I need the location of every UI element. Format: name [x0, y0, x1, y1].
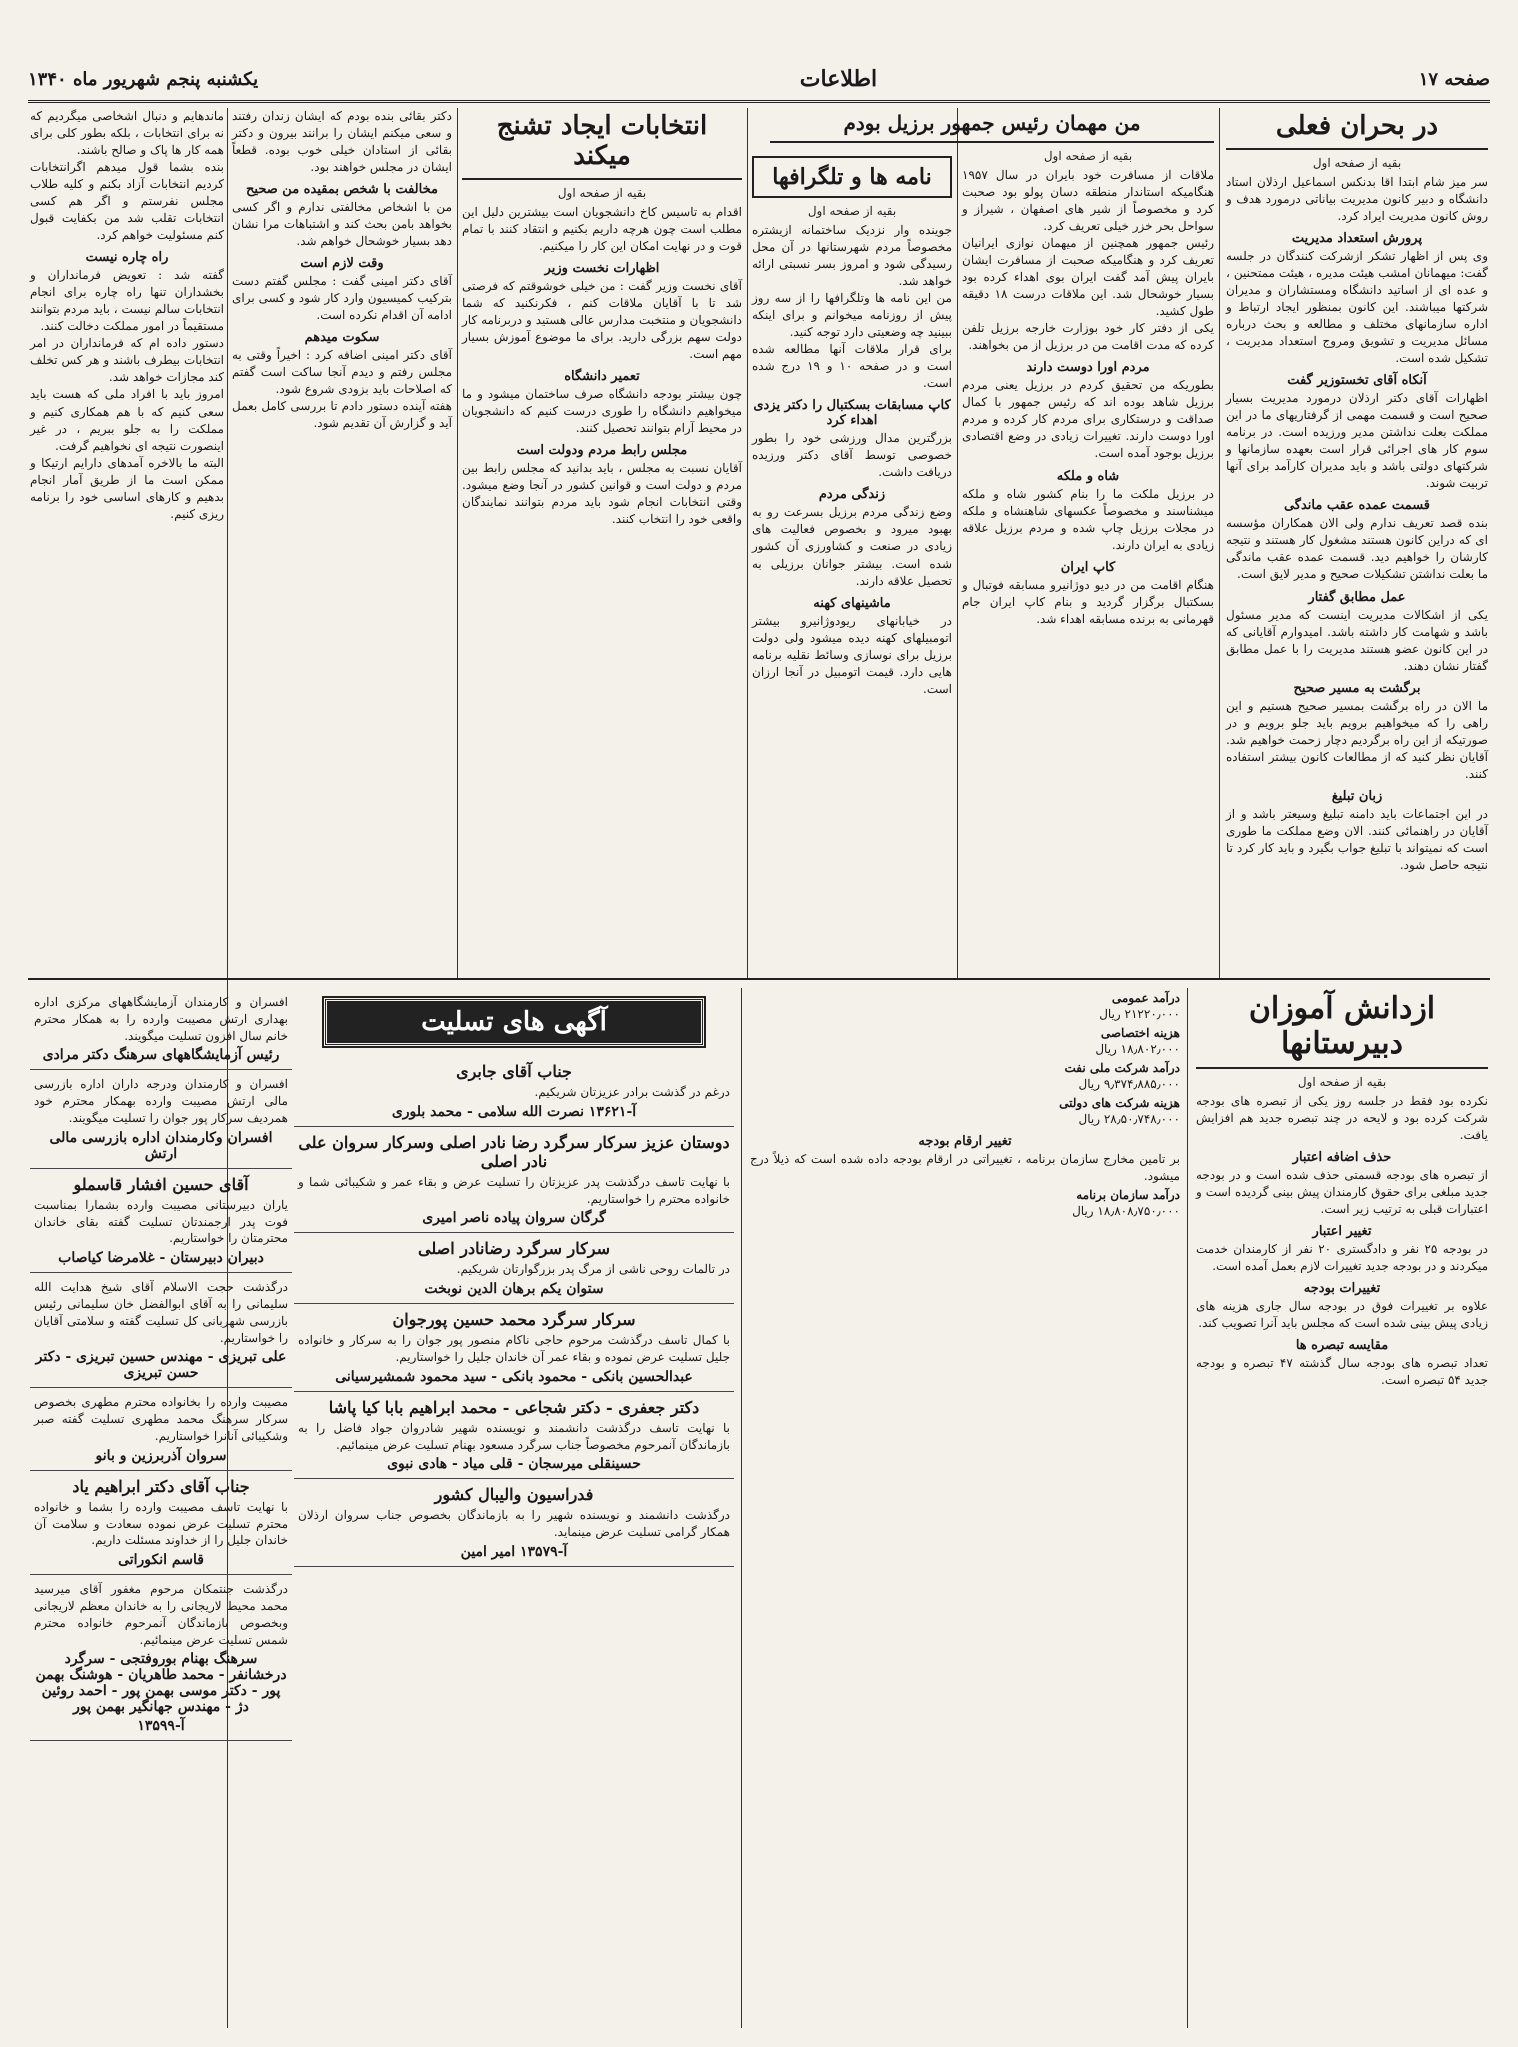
article-headline: من مهمان رئیس جمهور برزیل بودم	[770, 108, 1214, 143]
condolence-notice: جناب آقای دکتر ابراهیم یاد با نهایت تاسف مصیبت وارده را بشما و خانواده محترم تسلیت عرض نموده سعادت و سلامت آن خاندان جلیل را از خداوند مسئلت داریم. قاسم انکوراتی	[30, 1471, 292, 1575]
article-subhead: پرورش استعداد مدیریت	[1291, 230, 1423, 246]
article-subhead: تغییر اعتبار	[1312, 1224, 1372, 1240]
article-subhead: قسمت عمده عقب ماندگی	[1283, 498, 1431, 514]
article-subhead: زندگی مردم	[818, 487, 886, 503]
article-paragraph: ماندهایم و دنبال اشخاصی میگردیم که نه برای انتخابات ، بلکه بطور کلی برای همه کار ها پاک و صالح باشند.	[30, 109, 224, 158]
article-paragraph: یکی از دفتر کار خود بوزارت خارجه برزیل تلفن کرده که مدت اقامت من در برزیل از من بخواهند.	[962, 321, 1214, 353]
article-subhead: کاپ مسابقات بسکتبال را دکتر یزدی اهداء کرد	[753, 398, 951, 429]
article-paragraph: آقایان نسبت به مجلس ، باید بدانید که مجلس رابط بین مردم و دولت است و قوانین کشور در آنجا وضع میشود. وقتی انتخابات انجام شود باید مردم بتوانند نمایندگان واقعی خود را انتخاب کنند.	[462, 461, 742, 527]
article-paragraph: بنده بشما قول میدهم اگرانتخابات کردیم انتخابات آزاد بکنم و کلیه طلاب مجلس نفرستم و اگر هم کسی انتخابات تقلب شد من بکفایت قبول کنم مسئولیت خواهم کرد.	[30, 160, 224, 243]
article-subhead: حذف اضافه اعتبار	[1292, 1150, 1392, 1166]
article-subhead: کاپ ایران	[1060, 559, 1116, 575]
column-rule	[957, 108, 958, 978]
article-subhead: راه چاره نیست	[85, 250, 169, 266]
article-paragraph: در بودجه ۲۵ نفر و دادگستری ۲۰ نفر از کارمندان خدمت میکردند و در بودجه جدید تغییرات لازم بعمل آمده است.	[1196, 1242, 1488, 1274]
budget-value: ۱۸٫۸۰۸٫۷۵۰٫۰۰۰ ریال	[1072, 1204, 1180, 1219]
article-paragraph: نکرده بود فقط در جلسه روز یکی از تبصره های بودجه شرکت کرده بود و لایحه در چند تبصره جدید هم افزایش یافت.	[1196, 1094, 1488, 1143]
article-paragraph: دکتر بقائی بنده بودم که ایشان زندان رفتند و سعی میکنم ایشان را برانند بیرون و دکتر بقائی از استادان خیلی خوب بوده. قطعاً ایشان در مجلس خواهند بود.	[232, 109, 452, 175]
article-headline: نامه ها و تلگرافها	[752, 156, 952, 198]
article-paragraph: برای قرار ملاقات آنها مطالعه شده است و در صفحه ۱۰ و ۱۹ درج شده است.	[752, 342, 952, 391]
article-paragraph: من با اشخاص مخالفتی ندارم و اگر کسی بخواهد بامن بحث کند و اشتباهات مرا نشان دهد بسیار خوشحال خواهم شد.	[232, 200, 452, 249]
article-paragraph: هفته آینده دستور دادم تا بررسی کامل بعمل آید و گزارش آن تقدیم شود.	[232, 399, 452, 431]
budget-value: ۲۸٫۵۰٫۷۴۸٫۰۰۰ ریال	[1078, 1112, 1180, 1126]
column-rule	[1187, 988, 1188, 2028]
budget-value: ۲۱۲۲۰٫۰۰۰ ریال	[1099, 1007, 1180, 1021]
article-subhead: عمل مطابق گفتار	[1308, 589, 1406, 605]
article-letters	[752, 150, 952, 968]
budget-label: درآمد عمومی	[1111, 991, 1180, 1005]
column-rule	[1219, 108, 1220, 978]
budget-tables	[750, 988, 1180, 2028]
condolence-notice: دوستان عزیز سرکار سرگرد رضا نادر اصلی وسرکار سروان علی نادر اصلی با نهایت تاسف درگذشت پدر عزیزتان را تسلیت عرض و بقاء عمر و شکیبائی شما و خانواده محترم را خواستاریم. گرگان سروان پیاده ناصر امیری	[294, 1127, 734, 1234]
condolence-notice: دکتر جعفری - دکتر شجاعی - محمد ابراهیم بابا کیا پاشا با نهایت تاسف درگذشت دانشمند و نویسنده شهیر شادروان جواد فاضل را به بازماندگان آنمرحوم مخصوصاً جناب سرگرد مسعود بهنام تسلیت عرض مینمائیم. حسینقلی میرسجان - قلی میاد - هادی نبوی	[294, 1392, 734, 1480]
article-subhead: وقت لازم است	[300, 256, 384, 272]
article-paragraph: آقای دکتر امینی گفت : مجلس گفتم دست بترکیب کمیسیون وارد کار شود و کسی برای ادامه آن اقدام نکرده است.	[232, 274, 452, 323]
budget-value: ۹٫۳۷۴٫۸۸۵٫۰۰۰ ریال	[1078, 1077, 1180, 1091]
article-paragraph: البته ما بالاخره آمدهای دارایم ارتیکا و ممکن است ما از طریق آمار انجام بدهیم و کارهای اساسی خود را برنامه ریزی کنیم.	[30, 455, 224, 521]
budget-value: ۱۸٫۸۰۲٫۰۰۰ ریال	[1095, 1042, 1180, 1056]
condolence-notice: سرکار سرگرد محمد حسین پورجوان با کمال تاسف درگذشت مرحوم حاجی ناکام منصور پور جوان را به سرکار و خانواده جلیل تسلیت عرض نموده و بقاء عمر آن خاندان جلیل را خواستاریم. عبدالحسین بانکی - محمود بانکی - سید محمود شمشیرسیانی	[294, 1304, 734, 1392]
budget-label: درآمد سازمان برنامه	[1076, 1188, 1180, 1203]
article-elections-end	[30, 108, 224, 968]
article-paragraph: آقای نخست وزیر گفت : من خیلی خوشوقتم که فرصتی شد تا با آقایان ملاقات کنم ، فکرنکنید که شما دانشجویان و منتخبت مدارس عالی هستید و دربرنامه کار دولت سهم بزرگی دارید. برای ما موضوع آموزش بسیار مهم است.	[462, 278, 742, 361]
article-subhead: تعمیر دانشگاه	[564, 369, 640, 385]
article-paragraph: بزرگترین مدال ورزشی خود را بطور خصوصی توسط آقای دکتر ورزیده دریافت داشت.	[752, 431, 952, 480]
article-elections	[462, 108, 742, 968]
condolence-notice: فدراسیون والیبال کشور درگذشت دانشمند و نویسنده شهیر را به بازماندگان بخصوص جناب سروان ارذلان همکار گرامی تسلیت عرض مینماید. آ-۱۳۵۷۹ امیر امین	[294, 1479, 734, 1567]
article-paragraph: بنده قصد تعریف ندارم ولی الان همکاران مؤسسه ای که دراین کانون هستند مشغول کار هستند و نتیجه کارشان را خواهیم دید. قسمت عمده عقب ماندگی ما بعلت نداشتن تشکیلات صحیح و مدیر لایق است.	[1226, 516, 1488, 582]
article-paragraph: وی پس از اظهار تشکر ازشرکت کنندگان در جلسه گفت: میهمانان امشب هیئت مدیره ، هیئت ممتحنین ، و عده ای از اساتید دانشگاه ومستشاران و مدیران شرکتها میباشند. این کانون بمنظور ایجاد ارتباط و اداره سازمانهای مختلف و مطالعه و بحث درباره مسائل مدیریت و تشویق ومروج استعداد مدیریت ، تشکیل شده است.	[1226, 248, 1488, 366]
article-subhead: ماشینهای کهنه	[813, 595, 891, 611]
article-paragraph: گفته شد : تعویض فرمانداران و بخشداران تنها راه چاره برای انجام انتخابات سالم نیست ، باید مردم بتوانند مستقیماً در امور مملکت دخالت کنند.	[30, 268, 224, 334]
article-paragraph: اقدام به تاسیس کاخ دانشجویان است بیشترین دلیل این مطلب است چون هرچه داریم بکنیم و انتقاد کنند با تمام قوت و در نهایت امکان این کار را میکنیم.	[462, 204, 742, 253]
article-subhead: اظهارات نخست وزیر	[544, 260, 660, 276]
article-paragraph: ملاقات از مسافرت خود بایران در سال ۱۹۵۷ هنگامیکه استاندار منطقه دسان پولو بود صحبت کرد و مخصوصاً از شیر های اصفهان ، شیراز و سواحل بحر خزر خیلی تعریف کرد.	[962, 168, 1214, 234]
article-headline: ازدانش آموزان دبیرستانها	[1196, 988, 1488, 1069]
budget-label: هزینه شرکت های دولتی	[1059, 1096, 1180, 1110]
column-rule	[741, 988, 742, 2028]
article-paragraph: بطوریکه من تحقیق کردم در برزیل یعنی مردم برزیل شاهد بوده اند که رئیس جمهور با کمال صداقت و درستکاری برای مردم کار کرده و مردم اورا دوست دارند. تغییرات زیادی در وضع اقتصادی برزیل بوجود آمده است.	[962, 378, 1214, 461]
article-subhead: تغییرات بودجه	[1303, 1281, 1381, 1297]
article-paragraph: وضع زندگی مردم برزیل بسرعت رو به بهبود میرود و بخصوص فعالیت های زیادی در صنعت و کشاورزی آن کشور شده است. بیشتر جوانان برزیلی به تحصیل علاقه دارند.	[752, 505, 952, 588]
article-paragraph: در خیابانهای ریودوژانیرو بیشتر اتومبیلهای کهنه دیده میشود ولی دولت برزیل برای نوسازی وسائط نقلیه برنامه هایی دارد. قیمت اتومبیل در آنجا ارزان است.	[752, 613, 952, 696]
article-paragraph: رئیس جمهور همچنین از میهمان نوازی ایرانیان تعریف کرد و هنگامیکه صحبت از مسافرت ایشان بایران پیش آمد گفت ایران بوی اهداء کرده بود بسیار خوشحال شد. این ملاقات درست ۱۸ دقیقه طول کشید.	[962, 236, 1214, 319]
article-current-crisis	[1226, 108, 1488, 968]
budget-subhead: تغییر ارقام بودجه	[918, 1134, 1012, 1149]
article-paragraph: تعداد تبصره های بودجه سال گذشته ۴۷ تبصره و بودجه جدید ۵۴ تبصره است.	[1196, 1356, 1488, 1388]
article-subhead: مقایسه تبصره ها	[1295, 1338, 1389, 1354]
budget-label: درآمد شرکت ملی نفت	[1064, 1061, 1180, 1075]
issue-date: یکشنبه پنجم شهریور ماه ۱۳۴۰	[28, 68, 259, 90]
article-elections-continued	[232, 108, 452, 968]
condolence-notice: درگذشت حجت الاسلام آقای شیخ هدایت الله سلیمانی را به آقای ابوالفضل خان سلیمانی رئیس بازرسی شهربانی کل تسلیت گفته و سلامتی آقایان را خواستاریم. علی تبریزی - مهندس حسین تبریزی - دکتر حسن تبریزی	[30, 1273, 292, 1388]
condolence-notice: افسران و کارمندان آزمایشگاههای مرکزی اداره بهداری ارتش مصیبت وارده را به همکار محترم خانم سال افزون تسلیت میگویند. رئیس آزمایشگاههای سرهنگ دکتر مرادی	[30, 988, 292, 1070]
condolence-notice: درگذشت جنتمکان مرحوم مغفور آقای میرسید محمد محیط لاریجانی را به خاندان معظم لاریجانی وبخصوص بازماندگان آنمرحوم خانواده محترم شمس تسلیت عرض مینمائیم. سرهنگ بهنام بوروفتجی - سرگرد درخشانفر - محمد طاهریان - هوشنگ بهمن پور - دکتر موسی بهمن پور - احمد روئین دژ - مهندس جهانگیر بهمن پور آ-۱۳۵۹۹	[30, 1575, 292, 1741]
article-paragraph: جوینده وار نزدیک ساختمانه ازیشتره مخصوصاً مردم شهرستانها در آن محل رسیدگی شود و امروز بسر نسبتی ارائه خواهد شد.	[752, 223, 952, 289]
article-headline: انتخابات ایجاد تشنج میکند	[462, 108, 742, 180]
article-paragraph: از تبصره های بودجه قسمتی حذف شده است و در بودجه جدید مبلغی برای حقوق کارمندان پیش بینی گردیده است و اعتبارات قبلی به ترتیب زیر است.	[1196, 1168, 1488, 1217]
article-paragraph: یکی از اشکالات مدیریت اینست که مدیر مسئول باشد و شهامت کار داشته باشد. امیدوارم آقایانی که در این کانون عضو هستند مدیریت را با عمل مطابق گفتار نشان دهند.	[1226, 607, 1488, 673]
budget-label: هزینه اختصاصی	[1100, 1026, 1180, 1040]
continued-from: بقیه از صفحه اول	[807, 204, 897, 218]
page-number: صفحه ۱۷	[1418, 68, 1490, 90]
article-paragraph: در این اجتماعات باید دامنه تبلیغ وسیعتر باشد و از آقایان در راهنمائی کنند. الان وضع مملکت ما طوری است که نمیتواند با تبلیغ جواب بگیرد و باید کار کرد تا نتیجه حاصل شود.	[1226, 806, 1488, 872]
column-rule	[457, 108, 458, 978]
article-paragraph: اظهارات آقای دکتر ارذلان درمورد مدیریت بسیار صحیح است و قسمت مهمی از گرفتاریهای ما در این مملکت بعلت نداشتن مدیر ورزیده است. در برنامه سوم کار های اجرائی قرار است بعهده سازمانها و شرکتهای دولتی باشد و باید مدیران کارآمد برای آنها تربیت شوند.	[1226, 391, 1488, 491]
article-paragraph: در برزیل ملکت ما را بنام کشور شاه و ملکه میشناسند و مخصوصاً عکسهای شاهنشاه و ملکه در مجلات برزیل چاپ شده و مردم برزیل علاقه زیادی به ایران دارند.	[962, 486, 1214, 552]
ads-section-title: آگهی های تسلیت	[324, 998, 704, 1046]
article-paragraph: امروز باید با افراد ملی که هست باید سعی کنیم که با هم همکاری کنیم و مملکت را به جلو ببریم ، در غیر اینصورت نتیجه ای نخواهیم گرفت.	[30, 387, 224, 453]
article-subhead: برگشت به مسیر صحیح	[1293, 680, 1421, 696]
article-paragraph: ما الان در راه برگشت بمسیر صحیح هستیم و این راهی را که میخواهیم برویم باید جلو برویم و در صورتیکه از این راه برگردیم دچار زحمت خواهیم شد. آقایان نظر کنید که از مطالعات کانون بیشتر استفاده کنند.	[1226, 698, 1488, 781]
continued-from: بقیه از صفحه اول	[1297, 1075, 1387, 1089]
condolence-ads	[294, 988, 734, 2028]
column-rule	[747, 108, 748, 978]
article-subhead: سکوت میدهم	[304, 330, 380, 346]
article-subhead: مردم اورا دوست دارند	[1026, 360, 1150, 376]
budget-paragraph: بر تامین مخارج سازمان برنامه ، تغییراتی در ارقام بودجه داده شده است که ذیلاً درج میشود.	[750, 1152, 1180, 1184]
article-paragraph: من این نامه ها وتلگرافها را از سه روز پیش از روزنامه میخوانم و برای اینکه ببینید چه وضعیتی دارد توجه کنید.	[752, 291, 952, 340]
continued-from: بقیه از صفحه اول	[1312, 155, 1402, 170]
article-subhead: مجلس رابط مردم ودولت است	[516, 443, 688, 459]
condolence-notice: سرکار سرگرد رضانادر اصلی در تالمات روحی ناشی از مرگ پدر بزرگوارتان شریکیم. ستوان یکم برهان الدین نوبخت	[294, 1233, 734, 1304]
article-paragraph: چون بیشتر بودجه دانشگاه صرف ساختمان میشود و ما میخواهیم دانشگاه را طوری درست کنیم که دانشجویان در محیط آرام بتوانند تحصیل کنند.	[462, 387, 742, 436]
condolence-notice: افسران و کارمندان ودرجه داران اداره بازرسی مالی ارتش مصیبت وارده بهمکار محترم خود همردیف سرکار پور جوان را تسلیت میگویند. افسران وکارمندان اداره بازرسی مالی ارتش	[30, 1070, 292, 1168]
article-subhead: مخالفت با شخص بمقیده من صحیح	[246, 182, 438, 198]
article-paragraph: علاوه بر تغییرات فوق در بودجه سال جاری هزینه های زیادی پیش بینی شده است که مجلس باید آنرا تصویب کند.	[1196, 1299, 1488, 1331]
continued-from: بقیه از صفحه اول	[557, 185, 647, 200]
condolence-ads-left	[30, 988, 292, 2028]
article-paragraph: آقای دکتر امینی اضافه کرد : اخیراً وقتی به مجلس رفتم و دیدم آنجا ساکت است گفتم که اصلاحات باید بزودی شروع شود.	[232, 348, 452, 397]
article-paragraph: هنگام اقامت من در دیو دوژانیرو مسابقه فوتبال و بسکتبال برگزار گردید و بنام کاپ ایران جام قهرمانی به برنده مسابقه اهداء شد.	[962, 577, 1214, 626]
article-subhead: زبان تبلیغ	[1331, 788, 1383, 804]
condolence-notice: جناب آقای جابری درغم در گذشت برادر عزیزتان شریکیم. آ-۱۳۶۲۱ نصرت الله سلامی - محمد بلوری	[294, 1056, 734, 1127]
continued-from: بقیه از صفحه اول	[1043, 149, 1133, 163]
article-subhead: شاه و ملکه	[1056, 468, 1120, 484]
article-headline: در بحران فعلی	[1226, 108, 1488, 150]
article-subhead: آنکاه آقای تخستوزیر گفت	[1287, 373, 1427, 389]
article-paragraph: سر میز شام ابتدا اقا بدنکس اسماعیل ارذلان استاد دانشگاه و دبیر کانون مدیریت بیاناتی درمورد هدف و روش کانون مدیریت ایراد کرد.	[1226, 174, 1488, 223]
newspaper-name: اطلاعات	[799, 66, 878, 92]
condolence-notice: مصیبت وارده را بخانواده محترم مطهری بخصوص سرکار سرهنگ محمد مطهری تسلیت گفته صبر وشکیبائی آنانرا خواستاریم. سروان آذربرزین و بانو	[30, 1388, 292, 1470]
section-divider	[28, 978, 1490, 980]
article-paragraph: دستور داده ام که فرمانداران در امر انتخابات بیطرف باشند و هر کس تخلف کند مجازات خواهد شد.	[30, 336, 224, 385]
condolence-notice: آقای حسین افشار قاسملو یاران دبیرستانی مصیبت وارده بشمارا بمناسبت فوت پدر ارجمندتان تسلیت گفته بقای خاندان محترمتان را خواستاریم. دبیران دبیرستان - غلامرضا کیاصاب	[30, 1169, 292, 1273]
masthead	[28, 58, 1490, 103]
article-high-school-students	[1196, 988, 1488, 2028]
